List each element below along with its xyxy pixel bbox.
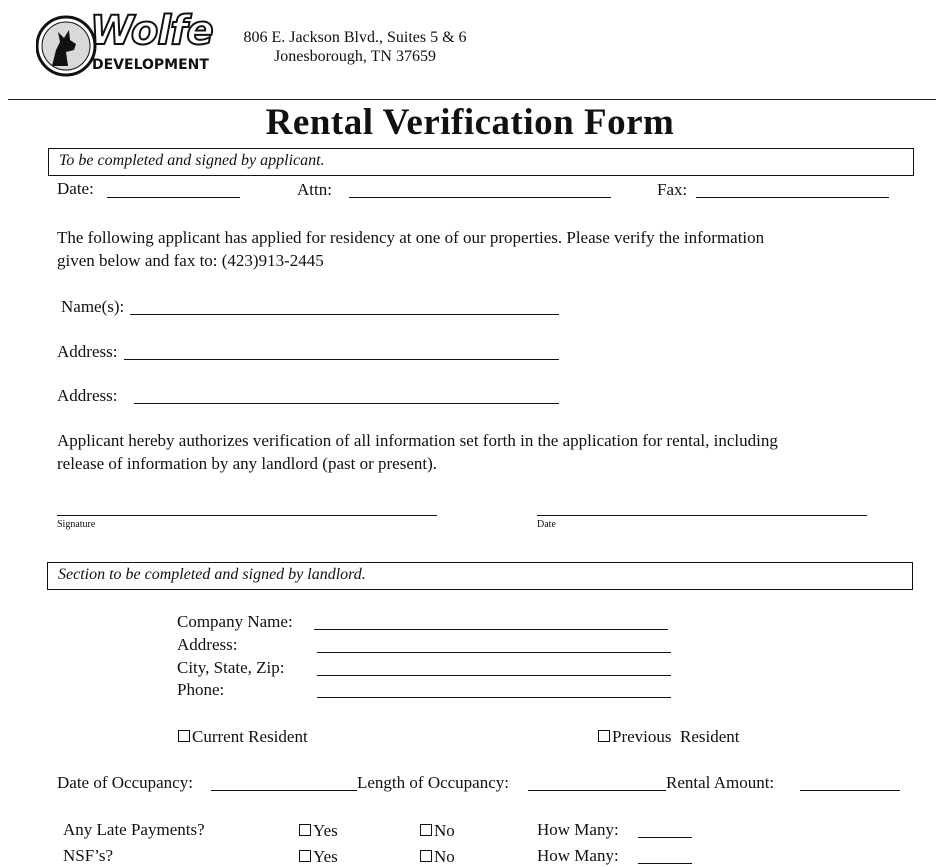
nsf-yes-checkbox[interactable] bbox=[299, 850, 311, 862]
late-payments-no-label: No bbox=[434, 821, 455, 840]
page-title: Rental Verification Form bbox=[265, 102, 675, 143]
logo-wordmark: Wolfe bbox=[90, 8, 213, 54]
address-1-field[interactable] bbox=[124, 359, 559, 360]
nsf-how-many-label: How Many: bbox=[537, 846, 619, 865]
late-payments-how-many-label: How Many: bbox=[537, 820, 619, 839]
fax-field[interactable] bbox=[696, 197, 889, 198]
company-logo bbox=[36, 8, 213, 78]
nsf-no-label: No bbox=[434, 847, 455, 866]
occupancy-length-label: Length of Occupancy: bbox=[357, 773, 509, 792]
current-resident-option[interactable] bbox=[178, 727, 308, 747]
current-resident-checkbox[interactable] bbox=[178, 730, 190, 742]
nsf-no-option[interactable] bbox=[420, 847, 455, 867]
nsf-no-checkbox[interactable] bbox=[420, 850, 432, 862]
intro-line-1: The following applicant has applied for residency at one of our properties. Please verify the information bbox=[57, 228, 765, 247]
signature-field[interactable] bbox=[57, 515, 437, 516]
nsf-yes-label: Yes bbox=[313, 847, 338, 866]
names-label: Name(s): bbox=[61, 297, 125, 316]
attn-label: Attn: bbox=[297, 180, 332, 199]
nsf-how-many-field[interactable] bbox=[638, 863, 692, 864]
landlord-section-header bbox=[47, 562, 913, 590]
landlord-address-label: Address: bbox=[177, 635, 238, 654]
address-2-field[interactable] bbox=[134, 403, 559, 404]
attn-field[interactable] bbox=[349, 197, 611, 198]
fax-label: Fax: bbox=[657, 180, 688, 199]
company-name-field[interactable] bbox=[314, 629, 668, 630]
date-field[interactable] bbox=[107, 197, 240, 198]
late-payments-no-option[interactable] bbox=[420, 821, 455, 841]
previous-resident-label: Previous Resident bbox=[612, 727, 740, 746]
previous-resident-option[interactable] bbox=[598, 727, 740, 747]
occupancy-date-field[interactable] bbox=[211, 790, 357, 791]
late-payments-yes-checkbox[interactable] bbox=[299, 824, 311, 836]
names-field[interactable] bbox=[130, 314, 559, 315]
company-address bbox=[210, 28, 500, 66]
previous-resident-checkbox[interactable] bbox=[598, 730, 610, 742]
late-payments-label: Any Late Payments? bbox=[63, 820, 205, 839]
landlord-section-header-text: Section to be completed and signed by landlord. bbox=[58, 566, 366, 583]
nsf-label: NSF’s? bbox=[63, 846, 114, 865]
company-name-label: Company Name: bbox=[177, 612, 293, 631]
date-label: Date: bbox=[57, 179, 94, 198]
occupancy-date-label: Date of Occupancy: bbox=[57, 773, 193, 792]
intro-line-2: given below and fax to: (423)913-2445 bbox=[57, 251, 324, 270]
occupancy-length-field[interactable] bbox=[528, 790, 666, 791]
late-payments-no-checkbox[interactable] bbox=[420, 824, 432, 836]
late-payments-yes-option[interactable] bbox=[299, 821, 338, 841]
authorization-line-1: Applicant hereby authorizes verification of all information set forth in the application for rental, including bbox=[57, 431, 778, 450]
rental-amount-field[interactable] bbox=[800, 790, 900, 791]
signature-date-label: Date bbox=[537, 519, 556, 530]
authorization-line-2: release of information by any landlord (past or present). bbox=[57, 454, 438, 473]
signature-date-field[interactable] bbox=[537, 515, 867, 516]
signature-label: Signature bbox=[57, 519, 96, 530]
late-payments-how-many-field[interactable] bbox=[638, 837, 692, 838]
logo-subtitle: DEVELOPMENT bbox=[92, 57, 209, 73]
late-payments-yes-label: Yes bbox=[313, 821, 338, 840]
phone-field[interactable] bbox=[317, 697, 671, 698]
address-1-label: Address: bbox=[57, 342, 118, 361]
phone-label: Phone: bbox=[177, 680, 225, 699]
city-state-zip-field[interactable] bbox=[317, 675, 671, 676]
rental-amount-label: Rental Amount: bbox=[666, 773, 775, 792]
current-resident-label: Current Resident bbox=[192, 727, 308, 746]
header-divider bbox=[8, 99, 936, 100]
address-2-label: Address: bbox=[57, 386, 118, 405]
landlord-address-field[interactable] bbox=[317, 652, 671, 653]
city-state-zip-label: City, State, Zip: bbox=[177, 658, 285, 677]
applicant-section-header-text: To be completed and signed by applicant. bbox=[59, 152, 325, 169]
applicant-section-header bbox=[48, 148, 914, 176]
address-line-2: Jonesborough, TN 37659 bbox=[274, 48, 436, 65]
address-line-1: 806 E. Jackson Blvd., Suites 5 & 6 bbox=[243, 29, 467, 46]
nsf-yes-option[interactable] bbox=[299, 847, 338, 867]
